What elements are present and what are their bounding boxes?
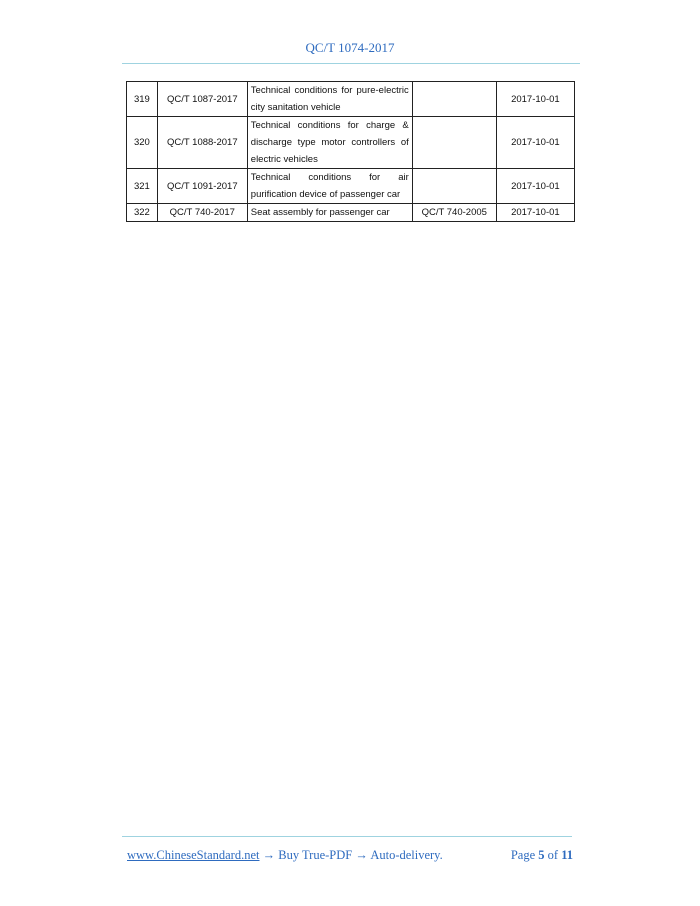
row-number: 319 <box>127 82 158 117</box>
replaced-standard <box>412 117 496 169</box>
row-number: 322 <box>127 204 158 222</box>
page-indicator <box>511 848 573 863</box>
implementation-date: 2017-10-01 <box>496 82 574 117</box>
table-row <box>127 169 575 204</box>
replaced-standard: QC/T 740-2005 <box>412 204 496 222</box>
standard-code: QC/T 1087-2017 <box>157 82 247 117</box>
implementation-date: 2017-10-01 <box>496 169 574 204</box>
standard-title: Technical conditions for air purification device of passenger car <box>247 169 412 204</box>
current-page-number: 5 <box>538 848 545 862</box>
row-number: 321 <box>127 169 158 204</box>
standards-table <box>126 81 575 222</box>
standard-code: QC/T 740-2017 <box>157 204 247 222</box>
buy-pdf-text: Buy True-PDF <box>278 848 353 862</box>
table-row <box>127 117 575 169</box>
row-number: 320 <box>127 117 158 169</box>
footer-divider <box>122 836 572 837</box>
standard-code: QC/T 1091-2017 <box>157 169 247 204</box>
header-divider <box>122 63 580 64</box>
arrow-right-icon: → <box>259 848 279 862</box>
page-label: Page <box>510 848 536 862</box>
replaced-standard <box>412 82 496 117</box>
table-row <box>127 82 575 117</box>
replaced-standard <box>412 169 496 204</box>
arrow-right-icon: → <box>352 848 371 862</box>
standard-title: Seat assembly for passenger car <box>247 204 412 222</box>
implementation-date: 2017-10-01 <box>496 117 574 169</box>
of-label: of <box>547 848 559 862</box>
implementation-date: 2017-10-01 <box>496 204 574 222</box>
website-link[interactable]: www.ChineseStandard.net <box>127 848 260 862</box>
standard-title: Technical conditions for charge & discharge type motor controllers of electric vehicles <box>247 117 412 169</box>
auto-delivery-text: Auto-delivery. <box>370 848 443 862</box>
page-footer <box>127 848 573 863</box>
total-pages-number: 11 <box>561 848 573 862</box>
standard-title: Technical conditions for pure-electric city sanitation vehicle <box>247 82 412 117</box>
table-row <box>127 204 575 222</box>
standard-code: QC/T 1088-2017 <box>157 117 247 169</box>
page-header-title: QC/T 1074-2017 <box>305 40 395 55</box>
